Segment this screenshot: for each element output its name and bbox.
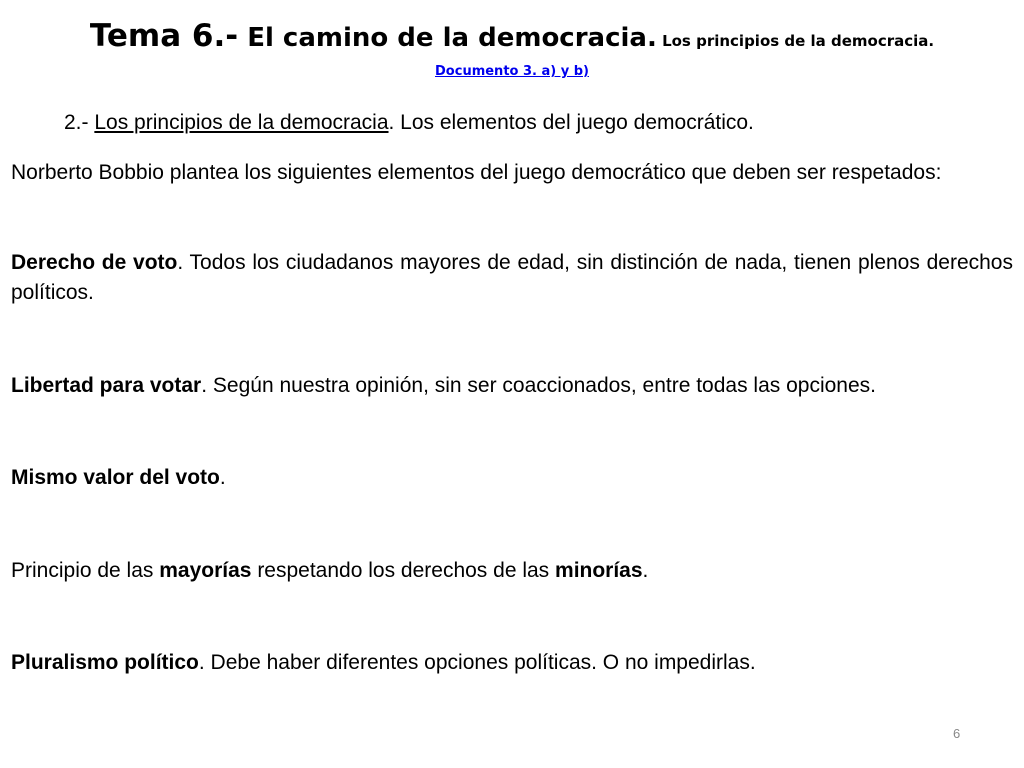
title-main: El camino de la democracia. (238, 23, 657, 53)
item-mismo-valor (11, 463, 1013, 493)
title-topic: Tema 6.- (89, 18, 239, 54)
slide-title (0, 18, 1024, 54)
item-pluralismo (11, 648, 1013, 678)
title-secondary: Los principios de la democracia. (656, 32, 935, 50)
item-pluralismo-bold: Pluralismo político (11, 651, 199, 674)
item-mismo-valor-bold: Mismo valor del voto (11, 466, 220, 489)
section-subtitle (64, 111, 754, 135)
item-derecho-de-voto-text: . Todos los ciudadanos mayores de edad, sin distinción de nada, tienen plenos derechos políticos. (11, 251, 1013, 304)
item-libertad-para-votar-bold: Libertad para votar (11, 374, 202, 397)
subtitle-number: 2.- (64, 111, 89, 134)
item-minorias-bold: minorías (555, 559, 643, 582)
item-mismo-valor-text: . (219, 466, 226, 489)
item-mayorias-mid: respetando los derechos de las (251, 559, 556, 582)
slide-number: 6 (953, 726, 961, 741)
item-derecho-de-voto (11, 248, 1013, 308)
document-link[interactable]: Documento 3. a) y b) (435, 64, 589, 79)
intro-paragraph: Norberto Bobbio plantea los siguientes elementos del juego democrático que deben ser respetados: (11, 161, 942, 184)
item-mayorias (11, 556, 1013, 586)
item-mayorias-bold: mayorías (159, 559, 252, 582)
subtitle-rest: . Los elementos del juego democrático. (388, 111, 754, 134)
item-mayorias-end: . (642, 559, 649, 582)
item-mayorias-pre: Principio de las (11, 559, 160, 582)
item-libertad-para-votar-text: . Según nuestra opinión, sin ser coaccionados, entre todas las opciones. (201, 374, 876, 397)
item-pluralismo-text: . Debe haber diferentes opciones políticas. O no impedirlas. (198, 651, 756, 674)
item-derecho-de-voto-bold: Derecho de voto (11, 251, 178, 274)
item-libertad-para-votar (11, 371, 1013, 401)
subtitle-underlined: Los principios de la democracia (94, 111, 389, 134)
